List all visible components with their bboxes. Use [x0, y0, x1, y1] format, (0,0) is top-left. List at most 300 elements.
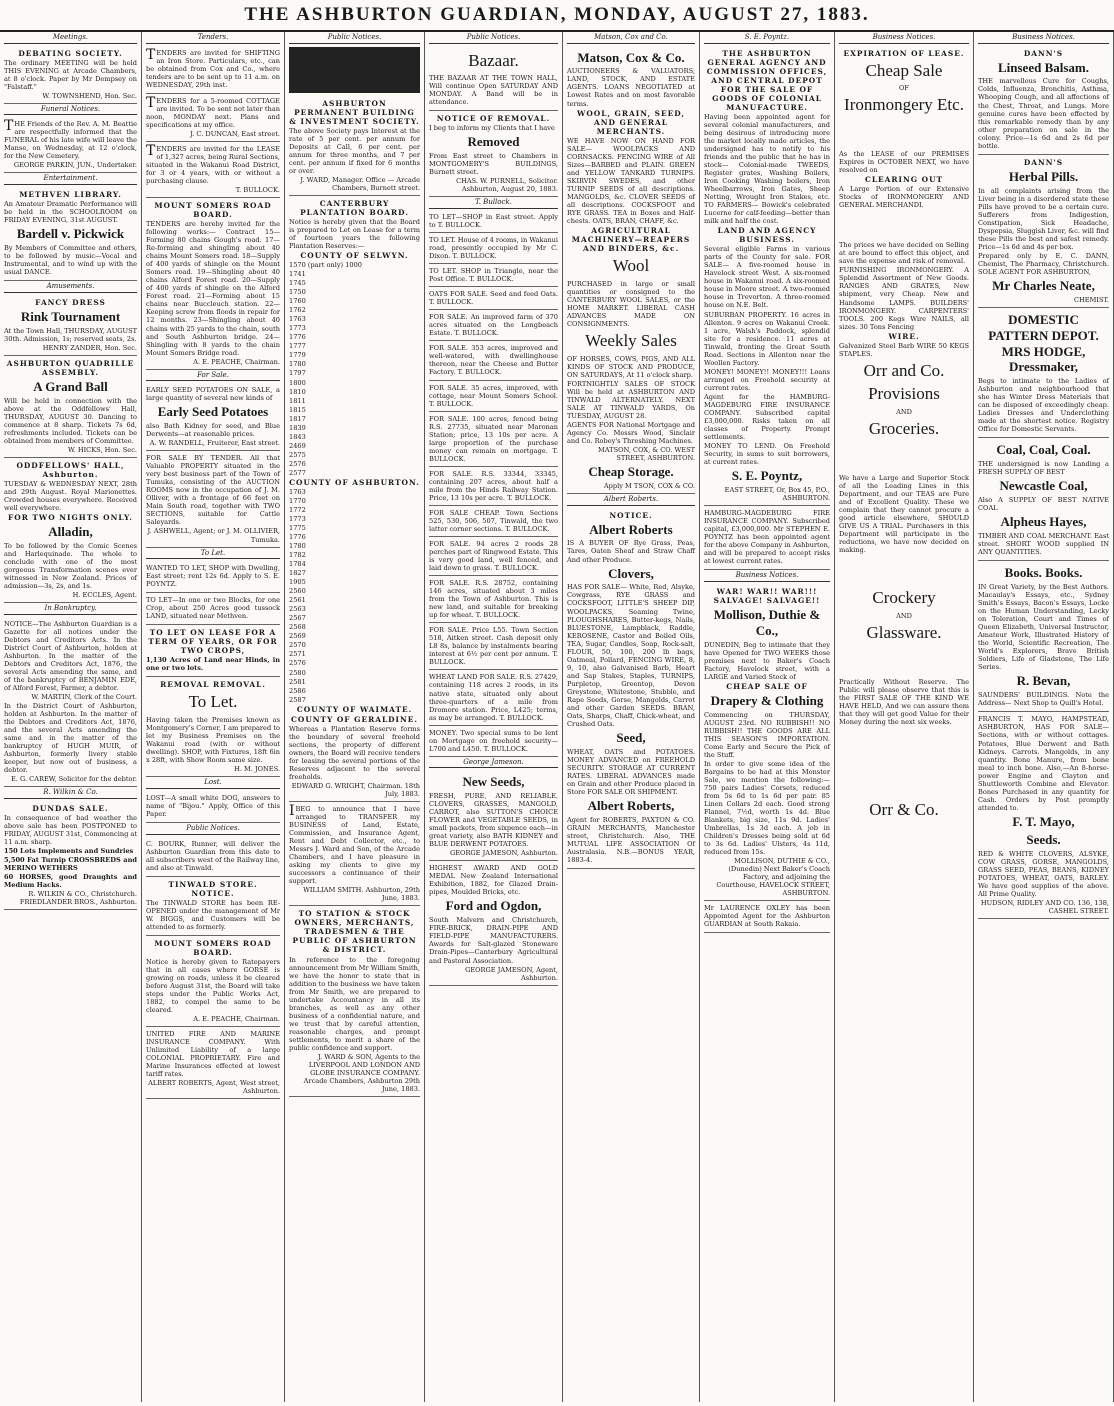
ad-signature: J. ASHWELL, Agent; or J. M. OLLIVIER, Tumuka.	[147, 527, 280, 544]
ad-body: AUCTIONEERS & VALUATORS, LAND, STOCK, AND ESTATE AGENTS. LOANS NEGOTIATED at Lowest Rates and on most favorable terms.	[567, 67, 695, 108]
ad-body: EARLY SEED POTATOES ON SALE, a large quantity of several new kinds of	[146, 386, 280, 403]
advert-building-society	[289, 96, 420, 196]
reserve-list	[289, 261, 420, 477]
section-heading: Entertainment.	[4, 174, 137, 185]
county-heading: COUNTY OF WAIMATE.	[296, 704, 413, 714]
advert-bullock: FOR SALE CHEAP. Town Sections 525, 530, 506, 507, Tinwald, the two latter corner sections. T. BULLOCK.	[429, 507, 558, 537]
ad-body: Several eligible Farms in various parts of the County for sale. FOR SALE— A five-roomed house in Havelock street West. A six-roomed house in Wakanui road. A six-roomed house in Moore street. A two-roomed house in Trevorton. A three-roomed house on N.E. Belt.	[704, 245, 830, 310]
ad-body: MONEY! MONEY!! MONEY!!! Loans arranged on Freehold security at current rates.	[704, 367, 830, 392]
ad-body: Agent for the HAMBURG-MAGDEBURG FIRE INSURANCE COMPANY. Subscribed capital £3,000,000. Risks taken on all classes of Property. Prompt settlements.	[704, 392, 830, 441]
section-heading: Amusements.	[4, 282, 137, 293]
advert-seeds	[429, 770, 558, 861]
advert-bullock: FOR SALE. Price L55. Town Section 518, Aitken street. Cash deposit only L8 8s, balance by instalments bearing interest at 6½ per cent per annum. T. BULLOCK.	[429, 624, 558, 670]
advert-insurance	[146, 1027, 280, 1099]
ad-body: AGENTS FOR National Mortgage and Agency Co. Messrs Wood, Sinclair and Co. Robey's Threshing Machines.	[567, 420, 695, 446]
column-4	[425, 32, 563, 1402]
ad-body: Mr LAURENCE OXLEY has been Appointed Agent for the Ashburton GUARDIAN at South Rakaia.	[704, 904, 830, 929]
reserve-entry: 2567	[289, 614, 306, 623]
ad-display-line: Matson, Cox & Co.	[577, 49, 685, 65]
reserve-entry: 1745	[289, 279, 306, 288]
advert-bullock: WHEAT LAND FOR SALE. R.S. 27429, containing 118 acres 2 roods, in its native state, situated only about three-quarters of a mile from Dromore station. Price, L425; terms, as may be arranged. T. BULLOCK.	[429, 671, 558, 725]
section-heading: Public Notices.	[146, 824, 280, 835]
reserve-entry: 2568	[289, 623, 306, 632]
ad-body: South Malvern and Christchurch, FIRE-BRICK, DRAIN-PIPE AND FIELD-PIPE MANUFACTURERS. Awards for Salt-glazed Stoneware Drain-Pipes—Canterbury Agricultural and Pastoral Association.	[429, 916, 558, 965]
advert-bullock: TO LET. House of 4 rooms, in Wakanui road, presently occupied by Mr C. Dixon. T. BULLOCK.	[429, 234, 558, 264]
ad-body: 1,130 Acres of Land near Hinds, in one or two lots.	[146, 656, 280, 673]
ad-signature: EAST STREET, Or, Box 45, P.O., ASHBURTON.	[724, 485, 830, 502]
ad-display-line: F. T. Mayo,	[1012, 813, 1075, 829]
section-heading: Meetings.	[4, 33, 137, 44]
ad-body: HIGHEST AWARD AND GOLD MEDAL New Zealand International Exhibition, 1882, for Glazed Drain-pipes, Moulded Bricks, etc.	[429, 864, 558, 897]
ad-signature: MOLLISON, DUTHIE & CO., (Dunedin) Next Baker's Coach Factory, and adjoining the Courthouse, HAVELOCK STREET, ASHBURTON.	[716, 857, 830, 898]
section-heading: For Sale.	[146, 371, 280, 382]
advert-bullock: FOR SALE. 353 acres, improved and well-watered, with dwellinghouse thereon, near the Cheese and Butter Factory. T. BULLOCK.	[429, 342, 558, 380]
reserve-entry: 2576	[289, 659, 306, 668]
ad-display-line: Cheap Storage.	[588, 464, 674, 480]
advert-bullock: FOR SALE. 100 acres, fenced being R.S. 27735, situated near Maronan Station; price, 13 10s per acre. A large proportion of the purchase money can remain on mortgage. T. BULLOCK.	[429, 413, 558, 467]
reserve-entry: 1843	[289, 432, 306, 441]
reserve-entry: 1762	[289, 306, 306, 315]
ad-display-line: DOMESTIC PATTERN DEPOT. MRS HODGE, Dressmaker,	[988, 311, 1099, 375]
ad-heading: REMOVAL REMOVAL.	[160, 680, 266, 690]
ad-heading: ODDFELLOWS' HALL, Ashburton.	[16, 460, 125, 479]
ad-display-line: Herbal Pills.	[1008, 168, 1079, 184]
ad-heading: TO LET ON LEASE FOR A TERM OF YEARS, OR FOR TWO CROPS,	[148, 628, 278, 656]
ad-body: SUBURBAN PROPERTY. 16 acres in Allenton. 9 acres on Wakanui Creek. 1 acre, Walsh's Paddock, splendid site for a residence. 11 acres at Tinwald, fronting the Great South Road. Sections in Allenton near the Woollen Factory.	[704, 310, 830, 367]
ad-display-line: Alpheus Hayes,	[1000, 514, 1087, 530]
advert-wanted	[146, 561, 280, 593]
reserve-entry: 1773	[289, 514, 306, 523]
ad-display-line: Coal, Coal, Coal.	[996, 442, 1091, 458]
advert-mayo	[978, 712, 1109, 918]
advert-potatoes	[146, 383, 280, 451]
ad-heading: METHVEN LIBRARY.	[19, 189, 122, 199]
ad-heading: WIRE.	[888, 331, 920, 341]
reserve-entry: 1780	[289, 542, 306, 551]
reserve-entry: 1773	[289, 324, 306, 333]
advert-bullock: FOR SALE. R.S. 33344, 33345, containing 207 acres, about half a mile from the Hinds Railway Station. Price, 13 10s per acre. T. BULLOCK.	[429, 468, 558, 506]
reserve-entry: 1839	[289, 423, 306, 432]
bullock-adverts	[429, 211, 558, 757]
ad-display-line: To Let.	[188, 692, 238, 712]
reserve-entry: 1772	[289, 505, 306, 514]
reserve-entry: 2580	[289, 668, 306, 677]
ad-display-line: Alladin,	[48, 523, 93, 539]
ad-heading: CLEARING OUT	[864, 175, 944, 185]
ad-body: TENDERS for a 5-roomed COTTAGE are invited. To be sent not later than noon, MONDAY next. Plans and specifications at my office.	[146, 94, 280, 129]
reserve-entry: 1800	[289, 378, 306, 387]
ad-body: UNITED FIRE AND MARINE INSURANCE COMPANY. With Unlimited Liability of a large COLONIAL PROPRIETARY. Fire and Marine Insurances effected at lowest tariff rates.	[146, 1030, 280, 1079]
advert-tender-sale	[146, 451, 280, 547]
ad-body: The TINWALD STORE has been RE-OPENED under the management of Mr W. BIGGS, and Customers will be attended to as formerly.	[146, 898, 280, 931]
advert-tender	[146, 94, 280, 142]
ad-heading: DANN'S	[1023, 48, 1064, 58]
ad-display-line: Ironmongery Etc.	[844, 95, 964, 115]
advert-bullock: OATS FOR SALE. Seed and feed Oats. T. BULLOCK.	[429, 288, 558, 310]
ad-heading: EXPIRATION OF LEASE.	[843, 48, 965, 58]
ad-body: We have a Large and Superior Stock of all the Leading Lines in this Department, and our TEAS are Pure and of Excellent Quality. These we complain that they cannot procure a good article elsewhere, SHOULD GIVE US A TRIAL. Purchasers in this Department will participate in the reductions, we have now decided on making.	[839, 473, 969, 555]
ad-body: An Amateur Dramatic Performance will be held in the SCHOOLROOM on FRIDAY EVENING, 31st AUGUST.	[4, 200, 137, 225]
advert-bullock: FOR SALE. 94 acres 2 roods 28 perches part of Ringwood Estate. This is very good land, well fenced, and laid down to grass. T. BULLOCK.	[429, 538, 558, 576]
advert-dundas	[4, 801, 137, 910]
ad-heading: TINWALD STORE. NOTICE.	[168, 879, 258, 898]
reserve-entry: 2577	[289, 468, 306, 477]
ad-body: At the Town Hall, THURSDAY, AUGUST 30th. Admission, 1s; reserved seats, 2s.	[4, 326, 137, 343]
ad-heading: FANCY DRESS	[35, 297, 106, 307]
ad-heading: DEBATING SOCIETY.	[18, 48, 123, 58]
ad-signature: W. HICKS, Hon. Sec.	[68, 445, 137, 454]
advert-road-board	[146, 936, 280, 1027]
section-heading: R. Wilkin & Co.	[4, 788, 137, 799]
ad-body: DUNEDIN, Beg to intimate that they have Opened for TWO WEEKS those premises next to Baker's Coach Factory, Havelock street, with a LARGE and Varied Stock of	[704, 640, 830, 681]
ad-body: Notice is hereby given that the Board is prepared to Let on Lease for a term of fourteen years the following Plantation Reserves:—	[289, 217, 420, 251]
reserve-entry: 1775	[289, 524, 306, 532]
ad-text: AND	[896, 408, 912, 417]
reserve-entry: 1741	[289, 270, 306, 279]
reserve-entry: 1817	[289, 414, 306, 423]
reserve-entry: 1777	[289, 342, 306, 351]
ad-body: In consequence of bad weather the above sale has been POSTPONED to FRIDAY, AUGUST 31st, Commencing at 11 a.m. sharp.	[4, 813, 138, 846]
column-7	[835, 32, 974, 1402]
ad-display-line: Clovers,	[608, 565, 654, 581]
ad-body: FURNISHING IRONMONGERY. A Splendid Assortment of New Goods. RANGES AND GRATES, New shipment, very Cheap. New and Handsome LAMPS. BUILDERS' IRONMONGERY. CARPENTERS' TOOLS. 200 Kegs Wire NAILS, all sizes. 30 Tons Fencing	[839, 266, 969, 331]
ad-body: The above Society pays Interest at the rate of 5 per cent. per annum for Deposits at Call, 6 per cent. per annum for three months, and 7 per cent. per annum if fixed for 6 months or over.	[289, 126, 420, 175]
ad-body: Galvanized Steel Barb WIRE 50 KEGS STAPLES.	[839, 341, 969, 358]
ad-body: Whereas a Plantation Reserve forms the boundary of several freehold sections, the property of different owners, the Board will receive tenders for leasing the several portions of the Reserves adjacent to the several freeholds.	[289, 724, 420, 781]
ad-heading: NOTICE.	[609, 510, 653, 520]
advert-books	[978, 561, 1109, 712]
ad-signature: T. BULLOCK.	[235, 186, 280, 194]
section-heading: George Jameson.	[429, 758, 558, 769]
advert-bullock: FOR SALE. R.S. 28752, containing 146 acres, situated about 3 miles from the Town of Ashburton. This is new land, and suitable for breaking up for wheat. T. BULLOCK.	[429, 577, 558, 623]
ad-heading: AGRICULTURAL MACHINERY—REAPERS AND BINDERS, &c.	[571, 225, 691, 254]
advert-debating	[4, 46, 137, 104]
ad-display-line: Albert Roberts,	[587, 798, 675, 814]
county-heading: COUNTY OF SELWYN.	[300, 251, 409, 261]
ad-body: Will be held in connection with the above at the Oddfellows' Hall, THURSDAY, AUGUST 30. Dancing to commence at 8 sharp. Tickets 7s 6d, refreshments included. Tickets can be obtained from members of Committee.	[4, 396, 137, 445]
ad-body: IS A BUYER OF Rye Grass, Peas, Tares, Oaten Sheaf and Straw Chaff And other Produce.	[567, 539, 695, 564]
ad-signature: Apply M TSON, COX & CO.	[603, 482, 695, 490]
advert-bankruptcy	[4, 617, 137, 788]
advert-bourk	[146, 837, 280, 877]
ad-signature: MATSON, COX, & CO. WEST STREET, ASHBURTON.	[598, 446, 695, 463]
ad-display-line: Weekly Sales	[585, 331, 677, 350]
ad-body: TUESDAY & WEDNESDAY NEXT, 28th and 29th August. Royal Marionettes. Crowded houses everywhere. Received well everywhere.	[4, 479, 137, 512]
ad-display-line: Early Seed Potatoes	[157, 404, 269, 420]
ad-body: THE undersigned is now Landing a FRESH SUPPLY OF BEST	[978, 460, 1109, 477]
reserve-entry: 2581	[289, 677, 306, 686]
ad-display-line: Removed	[467, 134, 520, 150]
ad-display-line: A Grand Ball	[33, 378, 108, 394]
ad-body: HAMBURG-MAGDEBURG FIRE INSURANCE COMPANY. Subscribed capital, £3,000,000. Mr STEPHEN E. POYNTZ has been appointed agent for the above Company in Ashburton, and will be prepared to accept risks at lowest current rates.	[704, 509, 830, 566]
ad-body: The ordinary MEETING will be held THIS EVENING at Arcade Chambers, at 8 o'clock. Paper by Mr Dempsey on "Falstaff."	[4, 58, 137, 91]
ad-body: TENDERS are invited for SHIFTING an Iron Store. Particulars, etc., can be obtained from Cox and Co., where tenders are to be sent up to 11 a.m. on WEDNESDAY, 29th inst.	[146, 46, 280, 89]
reserve-entry: 1811	[289, 396, 306, 405]
advert-bullock: TO LET—SHOP in East street. Apply to T. BULLOCK.	[429, 211, 558, 233]
advert-tender	[146, 142, 280, 198]
reserve-entry: 1779	[289, 351, 306, 360]
ad-signature: A. E. PEACHE, Chairman.	[193, 357, 280, 366]
ad-body: A Large Portion of our Extensive Stocks of IRONMONGERY AND GENERAL MERCHANDI.	[839, 185, 969, 210]
ad-body: Notice is hereby given to Ratepayers that in all cases where GORSE is growing on roads, unless it be cleared before August 31st, the Board will take steps under the Public Works Act, 1882, to compel the same to be cleared.	[146, 957, 280, 1015]
ad-display-line: S. E. Poyntz,	[731, 468, 803, 484]
ad-body: TO LET—In one or two Blocks, for one Crop, about 250 Acres good tussock LAND, situated near Methven.	[146, 596, 280, 621]
section-heading: In Bankruptcy.	[4, 604, 137, 615]
ad-body: OF HORSES, COWS, PIGS, AND ALL KINDS OF STOCK AND PRODUCE, ON SATURDAYS, At 11 o'clock sharp.	[567, 354, 695, 379]
ad-heading: MOUNT SOMERS ROAD BOARD.	[154, 938, 272, 957]
ad-signature: GEORGE JAMESON, Agent, Ashburton.	[465, 965, 558, 982]
ad-body: FRANCIS T. MAYO, HAMPSTEAD, ASHBURTON, HAS FOR SALE— Sections, with or without cottages. Potatoes, Blue Derwent and Bath Kidneys. Carrots. Mangolds, in any quantity. Bone Manure, from bone meal to inch bone. Also,—An 8-horse-power Engine and Clayton and Shuttleworth Combine and Elevator. Bones Purchased in any quantity for Cash. Orders by Post promptly attended to.	[978, 715, 1109, 812]
ad-body: In reference to the foregoing announcement from Mr William Smith, we have the honor to state that in addition to the business we have taken from Mr Smith, we are prepared to undertake Accountancy in all its branches, as well as any other business of a confidential nature, and we trust that by careful attention, reasonable charges, and prompt settlements, to merit a share of the public confidence and support.	[289, 955, 420, 1052]
advert-mollison	[704, 584, 830, 902]
advert-ball	[4, 356, 137, 458]
advert-transfer	[289, 802, 420, 906]
ad-body: RED & WHITE CLOVERS, ALSYKE, COW GRASS, GORSE, MANGOLDS, GRASS SEED, PEAS, BEANS, KIDNEY POTATOES, WHEAT, OATS, BARLEY. We have good supplies of the above. All Prime Quality.	[978, 849, 1109, 898]
engraving-block	[289, 47, 420, 93]
advert-to-let	[146, 593, 280, 625]
ad-body: THE BAZAAR AT THE TOWN HALL, Will continue Open SATURDAY AND MONDAY. A Band will be in attendance.	[429, 74, 558, 107]
ad-body: MONEY TO LEND. On Freehold Security, in sums to suit borrowers, at current rates.	[704, 442, 830, 467]
ad-signature: WILLIAM SMITH. Ashburton, 29th June, 1883.	[303, 886, 420, 903]
ad-signature: A. W. RANDELL, Fruiterer, East street.	[149, 439, 280, 448]
ad-body: Having taken the Premises known as Montgomery's Corner, I am prepared to let my Business Premises on the Wakanui road (with or without dwelling). SHOP, with Fixtures, 18ft 6in x 28ft, with Show Room same size.	[146, 716, 280, 765]
ad-body: I beg to inform my Clients that I have	[429, 124, 555, 133]
ad-body: LOST—A small white DOG, answers to name of "Bijou." Apply, Office of this Paper.	[146, 793, 280, 818]
reserve-entry: 2576	[289, 459, 306, 468]
ad-body: HAS FOR SALE— White, Red, Alsyke, Cowgrass, RYE GRASS and COCKSFOOT, LITTLE'S SHEEP DIP, WOOLPACKS, Seaming Twine, PLOUGHSHARES, Butter-kegs, Nails, BLUESTONE, Lampblack, Raddle, KEROSENE, Castor and Boiled Oils, TEA, Sugar, Candles, Soap, Rock-salt, FLOUR, 50, 100, 200 lb bags, Oatmeal, Pollard, FENCING WIRE, 8, 9, 10, also Galvanised Barb, Heart and Sap Stakes, Staples, TURNIPS, Purpletop, Greentop, Devon Greystone, Whitestone, Stubble, and Rape Seeds, Gorse, Mangolds, Carrot and other Garden SEEDS. BRAN, Oats, Sharps, Chaff, Chick-wheat, and Crushed Oats.	[567, 583, 695, 728]
ad-display-line: Wool	[612, 256, 650, 276]
section-heading: Tenders.	[146, 33, 280, 44]
ad-heading: CANTERBURY PLANTATION BOARD.	[300, 198, 409, 217]
ad-body: Having been appointed agent for several colonial manufacturers, and being desirous of introducing more the market locally made articles, the undersigned has to notify to his friends and the public that he has in stock— Colonial-made TWEEDS, Register grates, Washing Boilers, Iron Cooking Washing boilers, Iron Wheelbarrows, Iron Gates, Sheep Netting, Wrought Iron Stakes, etc. TO FARMERS— Bowick's celebrated Lucerne for calf-feeding—better than milk and half the cost.	[704, 112, 830, 226]
ad-body: NOTICE—The Ashburton Guardian is a Gazette for all notices under the Debtors and Creditors Acts. In the District Court of Ashburton, holden at Ashburton. In the matter of the Debtors and Creditors Act, 1876, the several Acts amending the same, and of the bankruptcy of BENJAMIN EDE, of Alford Forest, Farmer, a debtor.	[4, 619, 137, 692]
column-1	[0, 32, 142, 1402]
advert-herbal-pills	[978, 155, 1109, 308]
ad-body: FRESH, PURE, AND RELIABLE. CLOVERS, GRASSES, MANGOLD, CARROT, also SUTTON'S CHOICE FLOWER and VEGETABLE SEEDS, in small packets, from sixpence each—in great variety, also BATH KIDNEY and BLUE DERWENT POTATOES.	[429, 792, 558, 849]
ad-display-line: Seed,	[616, 729, 646, 745]
reserve-entry: 1905	[289, 578, 306, 587]
ad-signature: GEORGE JAMESON, Ashburton.	[449, 849, 558, 858]
ad-body: TENDERS are hereby invited for the following works:— Contract 15—Forming 80 chains Gough's road. 17—Re-forming and shingling about 40 chains Mount Somers road. 18—Supply of 400 yards of shingle on the Mount Somers road. 19—Shingling about 40 chains Alford Forest road. 20—Supply of 400 yards of shingle on the Alford Forest road. 21—Forming about 15 chains near Buccleuch station. 22—Keeping screw from floods in repair for 12 months. 23—Shingling about 40 chains with 25 yards to the chain, south and South Ashburton bridge. 24—Shingling with 8 yards to the chain Mount Somers Bridge road.	[146, 220, 280, 357]
ad-signature: W. TOWNSHEND, Hon. Sec.	[42, 91, 137, 100]
ad-body: C. BOURK, Runner, will deliver the Ashburton Guardian from this date to all subscribers west of the Railway line, and also at Tinwald.	[146, 839, 280, 872]
ad-signature: A. E. PEACHE, Chairman.	[193, 1015, 280, 1024]
advert-removal	[146, 677, 280, 777]
advert-lease	[146, 625, 280, 677]
section-heading: Albert Roberts.	[567, 495, 695, 506]
reserve-entry: 2569	[289, 632, 306, 641]
reserve-entry: 1770	[289, 496, 306, 505]
reserve-list	[289, 488, 420, 704]
section-heading: Funeral Notices.	[4, 105, 137, 116]
ad-signature: GEORGE PARKIN, JUN., Undertaker.	[13, 161, 137, 170]
section-heading: Business Notices.	[704, 571, 830, 582]
advert-coal	[978, 438, 1109, 561]
reserve-entry: 1782	[289, 551, 306, 560]
ad-text: AND	[896, 612, 912, 620]
ad-line: 60 HORSES, good Draughts and Medium Hacks.	[4, 872, 137, 889]
ad-signature: HENRY ZANDER, Hon. Sec.	[42, 343, 137, 352]
ad-display-line: Mr Charles Neate,	[992, 277, 1095, 293]
ad-body: The prices we have decided on Selling at are bound to effect this object, and save the expense and risk of removal.	[839, 241, 969, 266]
ad-display-line: Cheap Sale	[865, 60, 943, 80]
advert-bazaar	[429, 46, 558, 112]
ad-signature: HUDSON, RIDLEY AND CO. 136, 138, CASHEL STREET.	[980, 898, 1109, 915]
ad-display-line: Crockery	[872, 588, 936, 608]
masthead	[0, 0, 1114, 32]
county-heading: COUNTY OF ASHBURTON.	[289, 477, 420, 487]
advert-bullock: MONEY. Two special sums to be lent on Mortgage on freehold security—L700 and L450. T. BULLOCK.	[429, 727, 558, 757]
column-3	[285, 32, 425, 1402]
column-8	[974, 32, 1114, 1402]
ad-display-line: Bazaar.	[468, 50, 519, 70]
ad-display-line: Albert Roberts	[589, 521, 673, 537]
section-heading: To Let.	[146, 549, 280, 560]
ad-body: IN Great Variety, by the Best Authors. Macaulay's Essays, etc., Sydney Smith's Essays, Bacon's Essays, Locke on the Human Understanding, Lecky on Toleration, Court and Times of Queen Elizabeth, Universal Instructor, Amateur Work, Illustrated History of the World, Scientific Recreation, The World's Explorers, Brave British Soldiers, Life of Gladstone, The Life Series.	[978, 583, 1109, 672]
ad-body: TIMBER AND COAL MERCHANT. East street. SHORT WOOD supplied IN ANY QUANTITIES.	[978, 532, 1109, 557]
ad-body: THE marvellous Cure for Coughs, Colds, Influenza, Bronchitis, Asthma, Whooping Cough, and all affections of the Chest, Throat, and Lungs. More genuine cures have been effected by this remarkable remedy than by any other preparation on sale in the colony. Price—1s 6d and 2s 6d per bottle.	[978, 77, 1109, 150]
reserve-entry: 1763	[289, 315, 306, 324]
reserve-entry: 2587	[289, 695, 306, 704]
ad-display-line: Mollison, Duthie & Co.,	[713, 606, 821, 638]
advert-orr	[839, 46, 969, 827]
advert-lost	[146, 791, 280, 823]
newspaper-title: THE ASHBURTON GUARDIAN, MONDAY, AUGUST 27, 1883.	[244, 4, 870, 25]
ad-body: WHEAT, OATS and POTATOES. MONEY ADVANCED on FREEHOLD SECURITY. STORAGE AT CURRENT RATES. LIBERAL ADVANCES made on Grain and other Produce placed in Store FOR SALE OR SHIPMENT.	[567, 747, 695, 796]
ad-body: TENDERS are invited for the LEASE of 1,327 acres, being Rural Sections, situated in the Wakanui Road District, for 3 or 4 years, with or without a purchasing clause.	[146, 142, 280, 185]
ad-display-line: Ford and Ogdon,	[445, 898, 542, 914]
reserve-entry: 2570	[289, 641, 306, 650]
ad-display-line: R. Bevan,	[1016, 673, 1071, 689]
ad-signature: R. WILKIN & CO., Christchurch. FRIEDLANDER BROS., Ashburton.	[19, 890, 137, 907]
ad-line: 150 Lots Implements and Sundries	[4, 846, 134, 855]
reserve-entry: 1780	[289, 360, 306, 369]
ad-signature: ALBERT ROBERTS, Agent, West street, Ashburton.	[148, 1079, 280, 1096]
ad-heading: WAR! WAR!! WAR!!! SALVAGE! SALVAGE!!	[713, 586, 821, 605]
ad-display-line: Provisions	[868, 384, 940, 404]
section-heading: Public Notices.	[429, 33, 558, 44]
ad-display-line: Orr & Co.	[869, 799, 939, 819]
reserve-entry: 1750	[289, 288, 306, 297]
ad-heading: DANN'S	[1023, 157, 1064, 167]
ad-heading: WOOL, GRAIN, SEED, AND GENERAL MERCHANTS.	[577, 108, 685, 136]
advert-balsam	[978, 46, 1109, 155]
ad-signature: J. WARD & SON, Agents to the LIVERPOOL AND LONDON AND GLOBE INSURANCE COMPANY. Arcade Chambers, Ashburton 29th June, 1883.	[303, 1052, 420, 1093]
ad-text: OF	[899, 84, 909, 93]
advert-road-board	[146, 198, 280, 370]
ad-body: Agent for ROBERTS, PAXTON & CO. GRAIN MERCHANTS, Manchester street, Christchurch. Also, THE MUTUAL LIFE ASSOCIATION Of Australasia. N.B.—BONUS YEAR, 1883-4.	[567, 815, 695, 865]
ad-display-line: Orr and Co.	[863, 360, 945, 380]
advert-albert-roberts	[567, 508, 695, 870]
reserve-entry: 1760	[289, 297, 306, 306]
ad-body: SAUNDERS' BUILDINGS. Note the Address— Next Shop to Quill's Hotel.	[978, 691, 1109, 708]
ad-body: PURCHASED in large or small quantities or consigned to the CANTERBURY WOOL SALES, or the HOME MARKET. LIBERAL CASH ADVANCES MADE ON CONSIGNMENTS.	[567, 279, 695, 328]
advert-oddfellows	[4, 458, 137, 603]
ad-signature: CHAS. W. PURNELL, Solicitor. Ashburton, August 20, 1883.	[456, 177, 558, 194]
ad-heading: ASHBURTON QUADRILLE ASSEMBLY.	[6, 358, 135, 377]
ad-display-line: Seeds.	[1026, 831, 1061, 847]
ad-body: Commencing on THURSDAY, AUGUST 23rd. NO RUBBISH!! NO RUBBISH!! THE GOODS ARE ALL THIS SEASON'S IMPORTATION. Come Early and Secure the Pick of the Stuff.	[704, 710, 830, 759]
reserve-entry: 1815	[289, 405, 306, 414]
reserve-entry: 2586	[289, 686, 306, 695]
ad-signature: E. G. CAREW, Solicitor for the debtor.	[10, 775, 137, 784]
advert-dressmaker	[978, 308, 1109, 439]
section-heading: T. Bullock.	[429, 198, 558, 209]
ad-signature: J. WARD, Manager. Office — Arcade Chambers, Burnett street.	[300, 175, 420, 192]
advert-bullock: FOR SALE. An improved farm of 370 acres situated on the Longbeach Estate. T. BULLOCK.	[429, 311, 558, 341]
reserve-entry: 2575	[289, 450, 306, 459]
county-heading: COUNTY OF GERALDINE.	[291, 714, 418, 724]
advert-ford-ogdon	[429, 861, 558, 985]
ad-body: In all complaints arising from the Liver being in a disordered state these Pills have proved to be a certain cure. Sufferers from Indigestion, Constipation, Sick Headache, Dyspepsia, Sluggish Liver, &c. will find these Pills the best and safest remedy. Price—1s 6d and 4s per box.	[978, 186, 1109, 251]
ad-display-line: Rink Tournament	[20, 308, 121, 324]
advert-methven	[4, 187, 137, 281]
advert-plantation-board	[289, 196, 420, 802]
ad-display-line: Drapery & Clothing	[710, 692, 824, 708]
advert-matson-cox	[567, 46, 695, 495]
ad-body: THE Friends of the Rev. A. M. Beattie are respectfully informed that the FUNERAL of his late wife will leave the Manse, on Wednesday, at 12 o'clock, for the New Cemetery.	[4, 118, 137, 161]
ad-display-line: Linseed Balsam.	[997, 59, 1089, 75]
reserve-entry: 1797	[289, 369, 306, 378]
advert-tinwald	[146, 877, 280, 936]
advert-hamburg	[704, 506, 830, 570]
ad-display-line: Bardell v. Pickwick	[16, 226, 125, 242]
column-5	[563, 32, 700, 1402]
ad-heading: FOR TWO NIGHTS ONLY.	[8, 512, 133, 522]
ad-body: As the LEASE of our PREMISES Expires in OCTOBER NEXT, we have resolved on	[839, 150, 969, 175]
ad-body: To be followed by the Comic Scenes and Harlequinade. The whole to conclude with one of the most gorgeous Transformation scenes ever witnessed in New Zealand. Prices of admission—3s, 2s, and 1s.	[4, 541, 137, 590]
reserve-entry: 1827	[289, 569, 306, 578]
advert-oxley	[704, 901, 830, 933]
ad-display-line: Newcastle Coal,	[999, 478, 1088, 494]
ad-heading: LAND AND AGENCY BUSINESS.	[717, 226, 817, 245]
section-heading: Lost.	[146, 778, 280, 789]
reserve-entry: 1776	[289, 333, 306, 342]
reserve-entry: 2469	[289, 441, 306, 450]
ad-body: In the District Court of Ashburton, holden at Ashburton. In the matter of the Debtors and Creditors Act, 1876, and the several Acts amending the same and in the matter of the bankruptcy of HUGH MUIR, of Ashburton, formerly livery stable keeper, but now out of business, a debtor.	[4, 701, 137, 775]
ad-display-line: New Seeds,	[462, 774, 525, 790]
ad-display-line: Books. Books.	[1004, 565, 1083, 581]
advert-bullock: TO LET. SHOP in Triangle, near the Post Office. T. BULLOCK.	[429, 265, 558, 287]
ad-body: In order to give some idea of the Bargains to be had at this Monster Sale, we mention the following:— 750 pairs Ladies' Corsets, reduced from 5s 6d to 1s 6d per pair. 85 Linen Collars 2d each. Good strong Flannel, 7½d, worth 1s 4d. Blue Blankets, big size, 11s 9d. Ladies' Umbrellas, 1s 3d each. A job in Children's Dresses being sold at 6d to 3s 6d. Ladies' Ulsters, 4s 11d, reduced from 15s.	[704, 759, 830, 857]
reserve-entry: 2561	[289, 596, 306, 605]
ad-signature: H. M. JONES.	[234, 765, 280, 774]
ad-display-line: Glassware.	[866, 623, 942, 643]
advert-funeral	[4, 117, 137, 173]
ad-heading: NOTICE OF REMOVAL.	[436, 114, 551, 124]
ad-body: FORTNIGHTLY SALES OF STOCK Will be held at ASHBURTON AND TINWALD ALTERNATELY. NEXT SALE AT TINWALD YARDS, On TUESDAY, AUGUST 28.	[567, 379, 695, 420]
ad-body: IBEG to announce that I have arranged to TRANSFER my BUSINESS of Land, Estate, Commission, and Insurance Agent, Rent and Debt Collector, etc., to Messrs J. Ward and Son, of the Arcade Chambers, and I have pleasure in asking my clients to give my successors a continuance of their support.	[289, 802, 420, 886]
ad-body: WANTED TO LET, SHOP with Dwelling, East street; rent 12s 6d. Apply to S. E. POYNTZ.	[146, 564, 280, 589]
reserve-entry: 2560	[289, 587, 306, 596]
column-2	[142, 32, 285, 1402]
ad-body: Prepared only by E. C. DANN, Chemist, The Pharmacy, Christchurch. SOLE AGENT FOR ASHBURTON,	[978, 251, 1109, 276]
ad-line: 5,500 Fat Turnip CROSSBREDS and MERINO WETHERS	[4, 855, 137, 872]
ad-body: FOR SALE BY TENDER. All that Valuable PROPERTY situated in the very best business part of the Town of Tumuka, consisting of the AUCTION ROOMS now in the occupation of J. M. Olliver, with a frontage of 66 feet on Main South road, together with TWO SECTIONS, suitable for Cattle Saleyards.	[146, 454, 280, 527]
ad-signature: EDWARD G. WRIGHT, Chairman. 18th July, 1883.	[291, 781, 420, 798]
ad-heading: MOUNT SOMERS ROAD BOARD.	[154, 201, 272, 220]
reserve-entry: 1570 (part only) 1000	[289, 261, 362, 270]
advert-poyntz	[704, 46, 830, 506]
advert-bullock: FOR SALE. 35 acres, improved, with cottage, near Mount Somers School. T. BULLOCK.	[429, 382, 558, 412]
section-heading: Public Notices.	[289, 33, 420, 44]
reserve-entry: 1810	[289, 387, 306, 396]
ad-heading: THE ASHBURTON GENERAL AGENCY AND COMMISSION OFFICES, AND CENTRAL DEPOT FOR THE SALE OF GOODS OF COLONIAL MANUFACTURE.	[706, 48, 828, 112]
advert-removal-notice	[429, 111, 558, 197]
ad-body: Practically Without Reserve. The Public will please observe that this is the FIRST SALE OF THE KIND WE HAVE HELD, And we can assure them that they will get good Value for their Money during the next six weeks.	[839, 677, 969, 726]
section-heading: Business Notices.	[839, 33, 969, 44]
ad-body: Begs to intimate to the Ladies of Ashburton and neighbourhood that she has Winter Dress Materials that can be disposed of exceedingly cheap. Ladies Dresses and Underclothing made at the shortest notice. Registry Office for Domestic Servants.	[978, 377, 1109, 434]
